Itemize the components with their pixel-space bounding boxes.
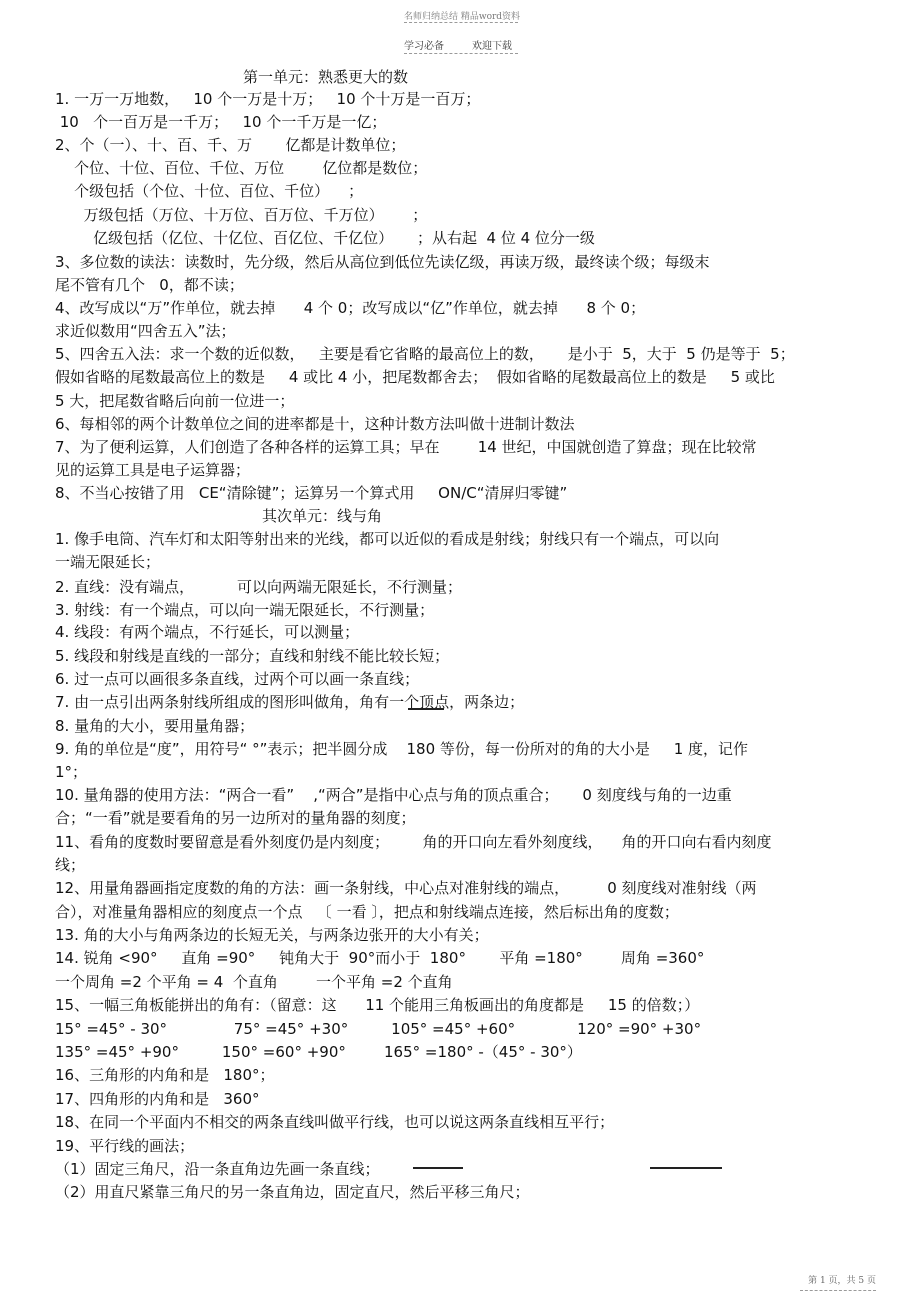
footer-dash-line	[800, 1290, 876, 1291]
text-line: 线；	[55, 856, 86, 874]
text-line: 15、一幅三角板能拼出的角有：（留意：这 11 个能用三角板画出的角度都是 15 的倍数；）	[55, 996, 700, 1014]
text-line: 11、看角的度数时要留意是看外刻度仍是内刻度； 角的开口向左看外刻度线， 角的开口向右看内刻度	[55, 833, 772, 851]
drawn-line-1	[413, 1167, 463, 1169]
text-line: 合），对准量角器相应的刻度点一个点 〔 一看 〕，把点和射线端点连接，然后标出角的度数；	[55, 903, 679, 921]
text-line: 12、用量角器画指定度数的角的方法：画一条射线，中心点对准射线的端点， 0 刻度线对准射线（两	[55, 879, 757, 897]
text-line: 4、改写成以“万”作单位，就去掉 4 个 0；改写成以“亿”作单位，就去掉 8 个 0；	[55, 299, 646, 317]
underline-mark	[408, 708, 444, 710]
header-left-text: 学习必备	[404, 41, 444, 52]
text-line: （2）用直尺紧靠三角尺的另一条直角边，固定直尺，然后平移三角尺；	[55, 1183, 530, 1201]
section-title: 第一单元：熟悉更大的数	[243, 68, 409, 86]
text-line: 14. 锐角 <90° 直角 =90° 钝角大于 90°而小于 180° 平角 =180° 周角 =360°	[55, 949, 705, 967]
text-line: 一端无限延长；	[55, 553, 161, 571]
text-line: 5. 线段和射线是直线的一部分；直线和射线不能比较长短；	[55, 647, 450, 665]
text-line: 5 大，把尾数省略后向前一位进一；	[55, 392, 295, 410]
text-line: 1. 一万一万地数， 10 个一万是十万； 10 个十万是一百万；	[55, 90, 481, 108]
section-title: 其次单元：线与角	[262, 507, 383, 525]
text-line: 一个周角 =2 个平角 = 4 个直角 一个平角 =2 个直角	[55, 973, 453, 991]
text-line: 5、四舍五入法：求一个数的近似数， 主要是看它省略的最高位上的数， 是小于 5，大于 5 仍是等于 5；	[55, 345, 795, 363]
header-dash-line-2	[404, 53, 518, 54]
text-line: 1°；	[55, 763, 88, 781]
text-line: 4. 线段：有两个端点，不行延长，可以测量；	[55, 623, 360, 641]
text-line: 个位、十位、百位、千位、万位 亿位都是数位；	[55, 159, 428, 177]
text-line: 10. 量角器的使用方法：“两合一看” ,“两合”是指中心点与角的顶点重合； 0 刻度线与角的一边重	[55, 786, 732, 804]
text-line: 3. 射线：有一个端点，可以向一端无限延长，不行测量；	[55, 601, 435, 619]
text-line: 3、多位数的读法：读数时，先分级，然后从高位到低位先读亿级，再读万级，最终读个级；每级末	[55, 253, 710, 271]
text-line: 16、三角形的内角和是 180°；	[55, 1066, 275, 1084]
text-line: 19、平行线的画法；	[55, 1137, 195, 1155]
text-line: 9. 角的单位是“度”，用符号“ °”表示；把半圆分成 180 等份，每一份所对的角的大小是 1 度，记作	[55, 740, 749, 758]
header-top-text: 名师归纳总结 精品word资料	[404, 12, 521, 22]
text-line: 7. 由一点引出两条射线所组成的图形叫做角，角有一个顶点，两条边；	[55, 693, 525, 711]
text-line: 尾不管有几个 0，都不读；	[55, 276, 244, 294]
text-line: 18、在同一个平面内不相交的两条直线叫做平行线，也可以说这两条直线相互平行；	[55, 1113, 615, 1131]
text-line: 13. 角的大小与角两条边的长短无关，与两条边张开的大小有关；	[55, 926, 489, 944]
text-line: 合；“一看”就是要看角的另一边所对的量角器的刻度；	[55, 809, 416, 827]
header-right-text: 欢迎下载	[472, 41, 512, 52]
text-line: 见的运算工具是电子运算器；	[55, 461, 251, 479]
text-line: 17、四角形的内角和是 360°	[55, 1090, 260, 1108]
text-line: 个级包括（个位、十位、百位、千位） ；	[55, 182, 364, 200]
text-line: 6、每相邻的两个计数单位之间的进率都是十，这种计数方法叫做十进制计数法	[55, 415, 575, 433]
text-line: 135° =45° +90° 150° =60° +90° 165° =180° -（45° - 30°）	[55, 1043, 582, 1061]
text-line: 10 个一百万是一千万； 10 个一千万是一亿；	[55, 113, 387, 131]
text-line: 8. 量角的大小，要用量角器；	[55, 717, 255, 735]
text-line: 15° =45° - 30° 75° =45° +30° 105° =45° +60° 120° =90° +30°	[55, 1020, 702, 1038]
text-line: 2、个（一）、十、百、千、万 亿都是计数单位；	[55, 136, 406, 154]
page-footer: 第 1 页，共 5 页	[808, 1276, 876, 1286]
drawn-line-2	[650, 1167, 722, 1169]
text-line: 假如省略的尾数最高位上的数是 4 或比 4 小，把尾数都舍去； 假如省略的尾数最高位上的数是 5 或比	[55, 368, 775, 386]
text-line: 求近似数用“四舍五入”法；	[55, 322, 236, 340]
text-line: 7、为了便利运算，人们创造了各种各样的运算工具；早在 14 世纪，中国就创造了算盘；现在比较常	[55, 438, 757, 456]
text-line: 1. 像手电筒、汽车灯和太阳等射出来的光线，都可以近似的看成是射线；射线只有一个端点，可以向	[55, 530, 720, 548]
text-line: 8、不当心按错了用 CE“清除键”；运算另一个算式用 ON/C“清屏归零键”	[55, 484, 568, 502]
text-line: （1）固定三角尺，沿一条直角边先画一条直线；	[55, 1160, 380, 1178]
header-dash-line	[404, 22, 518, 23]
text-line: 万级包括（万位、十万位、百万位、千万位） ；	[55, 206, 428, 224]
text-line: 2. 直线：没有端点， 可以向两端无限延长，不行测量；	[55, 578, 462, 596]
text-line: 亿级包括（亿位、十亿位、百亿位、千亿位） ；从右起 4 位 4 位分一级	[55, 229, 595, 247]
header-sub	[404, 37, 512, 52]
text-line: 6. 过一点可以画很多条直线，过两个可以画一条直线；	[55, 670, 420, 688]
